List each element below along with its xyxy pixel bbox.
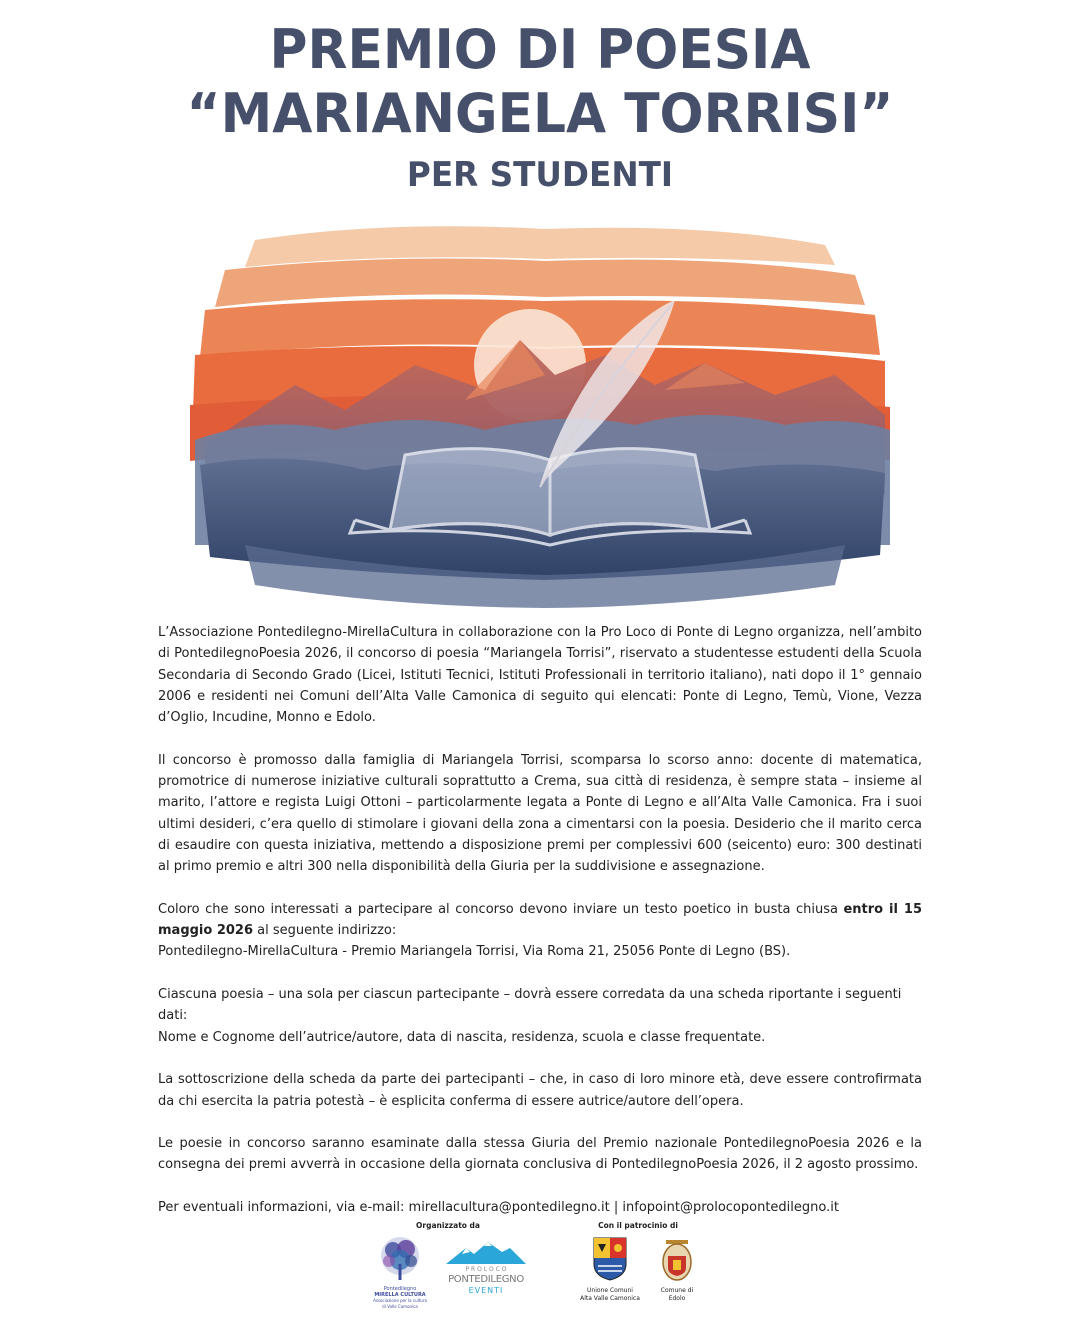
edolo-caption-line-2: Edolo [668, 1295, 686, 1302]
title-line-2: “MARIANGELA TORRISI” [186, 82, 894, 145]
requirements-line-2: Nome e Cognome dell’autrice/autore, data di nascita, residenza, scuola e classe frequentate. [158, 1029, 766, 1045]
paragraph-jury: Le poesie in concorso saranno esaminate dalla stessa Giuria del Premio nazionale PontedilegnoPoesia 2026 e la consegna dei premi avverrà in occasione della giornata conclusiva di PontedilegnoPoesia 2026, il 2 agosto prossimo. [158, 1136, 922, 1173]
paragraph-submission [158, 899, 922, 963]
patronage-label: Con il patrocinio di [598, 1221, 678, 1230]
mountain-logo [444, 1240, 528, 1266]
subtitle: PER STUDENTI [406, 155, 674, 195]
mirella-caption [360, 1286, 440, 1310]
coat-of-arms-icon [592, 1236, 628, 1282]
paragraph-promotion: Il concorso è promosso dalla famiglia di Mariangela Torrisi, scomparsa lo scorso anno: docente di matematica, promotrice di numerose iniziative culturali soprattutto a Crema, sua città di residenza, è sempre stata – insieme al marito, l’attore e regista Luigi Ottoni – particolarmente legata a Ponte di Legno e all’Alta Valle Camonica. Fra i suoi ultimi desideri, c’era quello di stimolare i giovani della zona a cimentarsi con la poesia. Desiderio che il marito cerca di esaudire con questa iniziativa, mettendo a disposizione premi per complessivi 600 (seicento) euro: 300 destinati al primo premio e altri 300 nella disponibilità della Giuria per la suddivisione e assegnazione. [158, 752, 922, 875]
proloco-line-1: P R O L O C O [465, 1266, 507, 1273]
paragraph-signature: La sottoscrizione della scheda da parte dei partecipanti – che, in caso di loro minore età, deve essere controfirmata da chi esercita la patria potestà – è esplicita conferma di essere autrice/autore dell’opera. [158, 1072, 922, 1109]
submission-text-end: al seguente indirizzo: [253, 923, 397, 939]
mirella-caption-line-4: di Valle Camonica [382, 1304, 418, 1309]
title-line-1: PREMIO DI POESIA [269, 18, 811, 81]
mirella-caption-line-2: MIRELLA CULTURA [374, 1292, 426, 1298]
submission-text: Coloro che sono interessati a partecipare al concorso devono inviare un testo poetico in busta chiusa [158, 901, 844, 917]
edolo-caption-line-1: Comune di [660, 1287, 694, 1294]
edolo-caption [645, 1287, 709, 1303]
unione-caption-line-1: Unione Comuni [587, 1287, 633, 1294]
mirella-caption-line-1: Pontedilegno [383, 1286, 417, 1292]
proloco-line-2: PONTEDILEGNO [448, 1274, 524, 1285]
mountains-sunset-book-quill-illustration [185, 215, 895, 610]
crest-icon [660, 1238, 694, 1284]
unione-caption-line-2: Alta Valle Camonica [580, 1295, 640, 1302]
proloco-line-3: EVENTI [468, 1286, 504, 1295]
deadline-text: entro il 15 maggio 2026 [158, 901, 922, 939]
announcement-body [158, 622, 922, 1240]
requirements-line-1: Ciascuna poesia – una sola per ciascun partecipante – dovrà essere corredata da una scheda riportante i seguenti dati: [158, 987, 902, 1024]
submission-address: Pontedilegno-MirellaCultura - Premio Mariangela Torrisi, Via Roma 21, 25056 Ponte di Legno (BS). [158, 944, 791, 960]
mirella-caption-line-3: Associazione per la cultura [373, 1298, 427, 1303]
paragraph-intro: L’Associazione Pontedilegno-MirellaCultura in collaborazione con la Pro Loco di Ponte di Legno organizza, nell’ambito di PontedilegnoPoesia 2026, il concorso di poesia “Mariangela Torrisi”, riservato a studentesse estudenti della Scuola Secondaria di Secondo Grado (Licei, Istituti Tecnici, Istituti Professionali in territorio italiano), nati dopo il 1° gennaio 2006 e residenti nei Comuni dell’Alta Valle Camonica di seguito qui elencati: Ponte di Legno, Temù, Vione, Vezza d’Oglio, Incudine, Monno e Edolo. [158, 625, 922, 726]
unione-caption [572, 1287, 648, 1303]
paragraph-contacts: Per eventuali informazioni, via e-mail: mirellacultura@pontedilegno.it | infopoint@prolocopontedilegno.it [158, 1200, 839, 1216]
tree-logo [375, 1234, 425, 1284]
organized-by-label: Organizzato da [416, 1221, 480, 1230]
paragraph-requirements [158, 984, 922, 1048]
